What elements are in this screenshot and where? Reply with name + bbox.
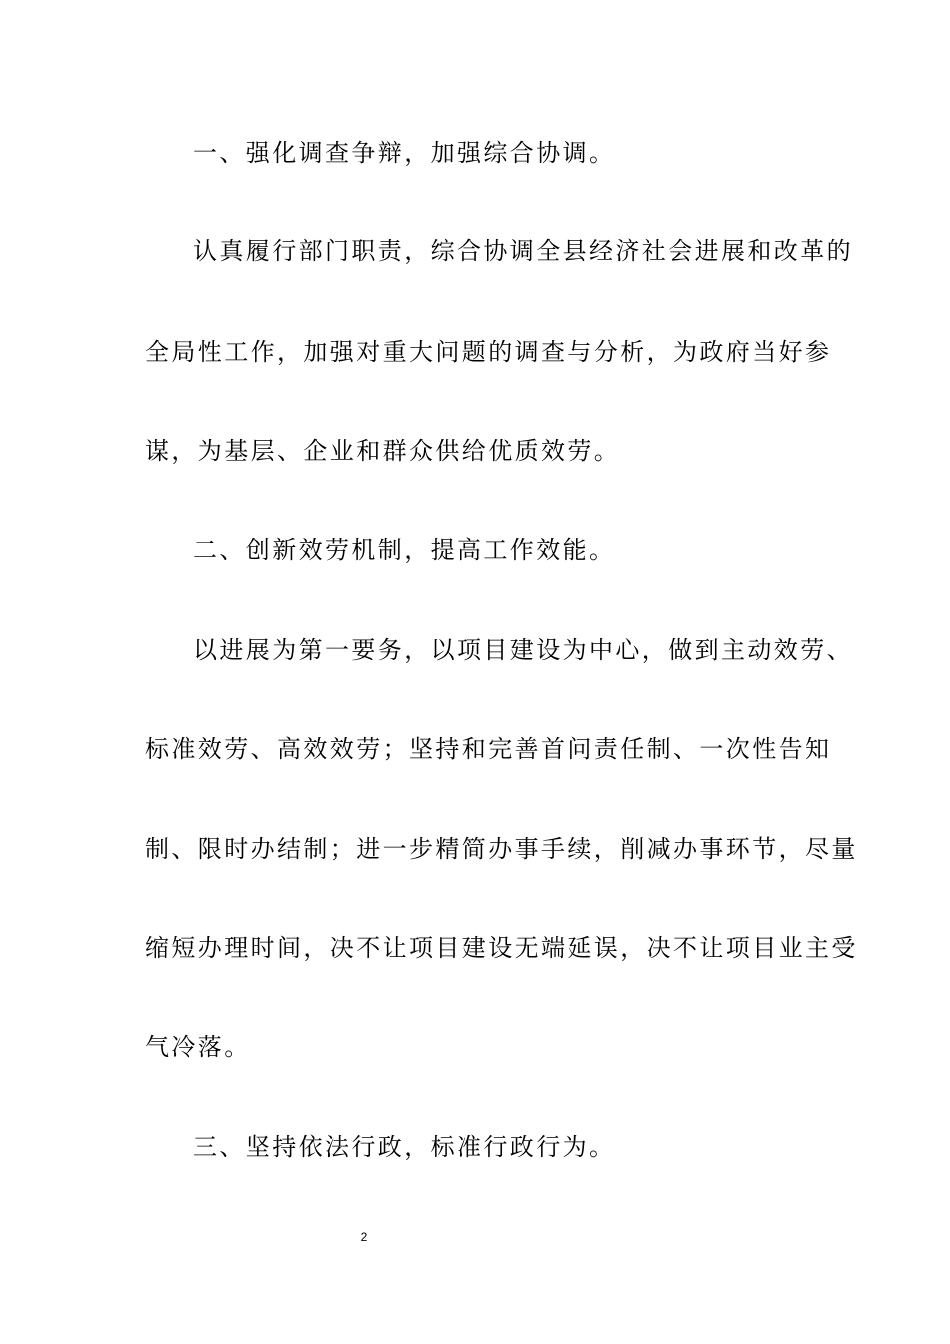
paragraph-line: 制、限时办结制；进一步精简办事手续，削减办事环节，尽量 <box>145 835 858 863</box>
paragraph-line: 标准效劳、高效效劳；坚持和完善首问责任制、一次性告知 <box>145 735 832 763</box>
paragraph-line: 谋，为基层、企业和群众供给优质效劳。 <box>145 437 621 465</box>
paragraph-line: 气冷落。 <box>145 1033 251 1061</box>
paragraph-line: 认真履行部门职责，综合协调全县经济社会进展和改革的 <box>193 237 853 265</box>
page-number: 2 <box>360 1230 368 1244</box>
paragraph-line: 全局性工作，加强对重大问题的调查与分析，为政府当好参 <box>145 338 832 366</box>
section-heading-1: 一、强化调查争辩，加强综合协调。 <box>193 139 616 167</box>
paragraph-line: 以进展为第一要务，以项目建设为中心，做到主动效劳、 <box>193 636 853 664</box>
section-heading-2: 二、创新效劳机制，提高工作效能。 <box>193 536 616 564</box>
paragraph-line: 缩短办理时间，决不让项目建设无端延误，决不让项目业主受 <box>145 934 858 962</box>
section-heading-3: 三、坚持依法行政，标准行政行为。 <box>193 1133 616 1161</box>
